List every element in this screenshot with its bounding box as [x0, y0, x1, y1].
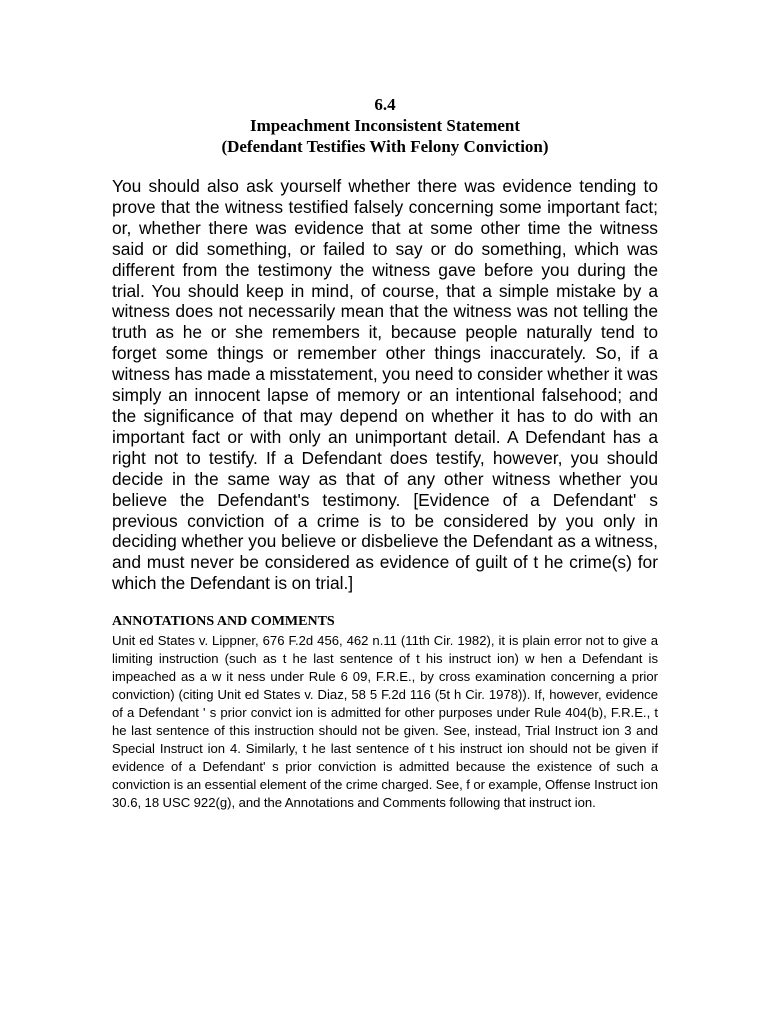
annotations-heading: ANNOTATIONS AND COMMENTS	[112, 614, 335, 629]
instruction-heading	[0, 94, 770, 157]
annotations-body: Unit ed States v. Lippner, 676 F.2d 456, 462 n.11 (11th Cir. 1982), it is plain error not to give a limiting instruction (such as t he last sentence of t his instruct ion) w hen a Defendant is impeached as a w it ness under Rule 6 09, F.R.E., by cross examination concerning a prior conviction) (citing Unit ed States v. Diaz, 58 5 F.2d 116 (5t h Cir. 1978)). If, however, evidence of a Defendant ' s prior convict ion is admitted for other purposes under Rule 404(b), F.R.E., t he last sentence of this instruction should not be given. See, instead, Trial Instruct ion 3 and Special Instruct ion 4. Similarly, t he last sentence of t his instruct ion should not be given if evidence of a Defendant' s prior conviction is admitted because the existence of such a conviction is an essential element of the crime charged. See, f or example, Offense Instruct ion 30.6, 18 USC 922(g), and the Annotations and Comments following that instruct ion.	[112, 633, 658, 810]
instruction-number: 6.4	[374, 95, 396, 114]
instruction-subtitle: (Defendant Testifies With Felony Conviction)	[221, 137, 549, 156]
instruction-title: Impeachment Inconsistent Statement	[249, 116, 521, 135]
instruction-body: You should also ask yourself whether there was evidence tending to prove that the witness testified falsely concerning some important fact; or, whether there was evidence that at some other time the witness said or did something, or failed to say or do something, which was different from the testimony the witness gave before you during the trial. You should keep in mind, of course, that a simple mistake by a witness does not necessarily mean that the witness was not telling the truth as he or she remembers it, because people naturally tend to forget some things or remember other things inaccurately. So, if a witness has made a misstatement, you need to consider whether it was simply an innocent lapse of memory or an intentional falsehood; and the significance of that may depend on whether it has to do with an important fact or with only an unimportant detail. A Defendant has a right not to testify. If a Defendant does testify, however, you should decide in the same way as that of any other witness whether you believe the Defendant's testimony. [Evidence of a Defendant' s previous conviction of a crime is to be considered by you only in deciding whether you believe or disbelieve the Defendant as a witness, and must never be considered as evidence of guilt of t he crime(s) for which the Defendant is on trial.]	[112, 176, 658, 594]
